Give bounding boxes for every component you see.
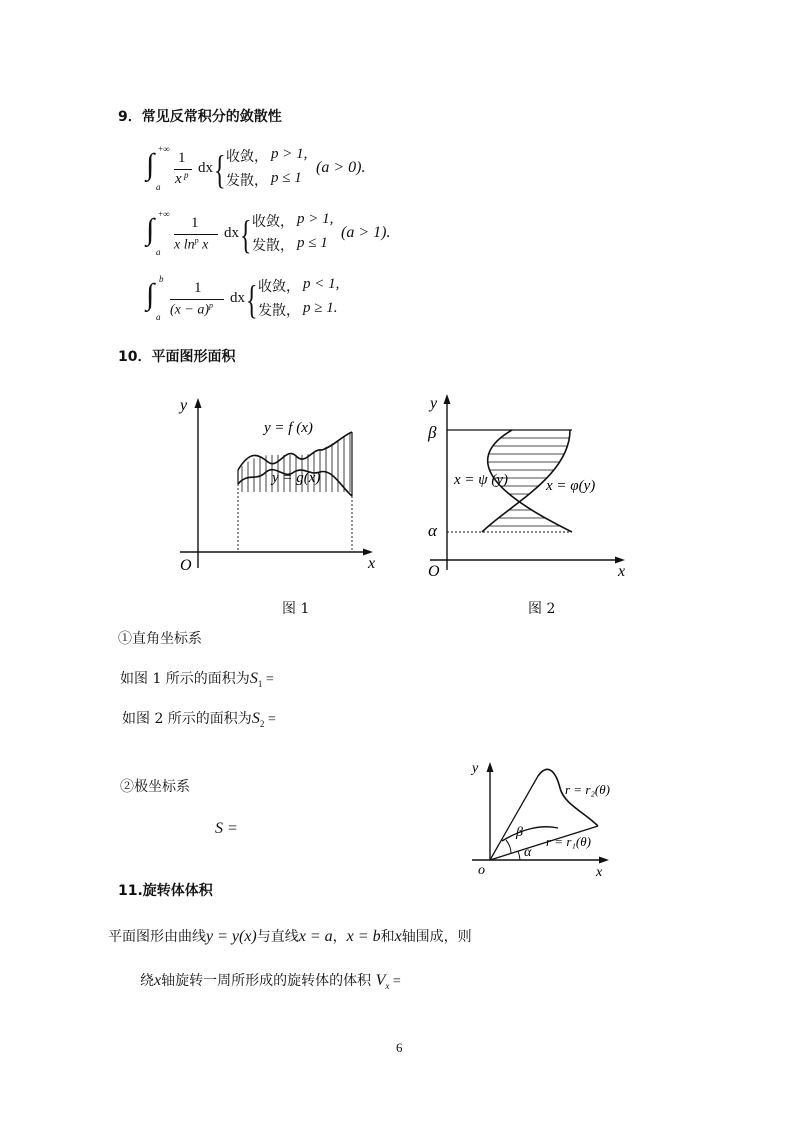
left-brace: {: [214, 147, 226, 192]
polar-coords-title: ②极坐标系: [120, 779, 190, 795]
origin-label: O: [428, 563, 440, 580]
exponent: p: [184, 170, 189, 180]
alpha-label: α: [428, 521, 437, 540]
parameter-condition: (a > 1).: [341, 224, 391, 241]
figure-2: [420, 386, 636, 582]
integral-2: [146, 207, 406, 261]
r2-label: r = r₂(θ): [565, 782, 610, 797]
psi-label: x = ψ (y): [454, 472, 508, 488]
area-1-line: 如图 1 所示的面积为$S_1$ =: [120, 670, 274, 689]
numerator: 1: [191, 215, 199, 231]
x-axis-label: x: [618, 563, 626, 580]
origin-label: o: [478, 863, 485, 878]
figure-1-caption: 图 1: [282, 601, 310, 617]
diverge-condition: p ≥ 1.: [303, 300, 338, 316]
figure-3: [462, 756, 618, 880]
diverge-condition: p ≤ 1: [297, 235, 328, 251]
converge-label: 收敛，: [258, 279, 300, 295]
curve-f: [238, 432, 352, 470]
rect-coords-title: ①直角坐标系: [118, 631, 202, 647]
diverge-label: 发散，: [252, 238, 294, 254]
origin-label: O: [180, 557, 192, 574]
page-number: 6: [396, 1040, 403, 1055]
y-axis-arrow-icon: [444, 394, 451, 404]
y-axis-label: y: [472, 761, 479, 776]
figure-2-caption: 图 2: [528, 601, 556, 617]
area-2-line: 如图 2 所示的面积为$S_2$ =: [122, 710, 276, 729]
integral-sign: ∫: [146, 213, 155, 246]
lower-limit: a: [156, 247, 161, 257]
converge-label: 收敛，: [226, 149, 268, 165]
dx: dx: [224, 225, 239, 241]
numerator: 1: [178, 150, 186, 166]
fraction-bar: [174, 169, 192, 170]
beta-label: β: [428, 423, 437, 442]
curve-r2: [538, 769, 598, 826]
y-axis-label: y: [180, 397, 188, 414]
left-brace: {: [246, 277, 258, 322]
x-axis-label: x: [596, 865, 603, 880]
x-axis-label: x: [368, 555, 376, 572]
beta-label: β: [516, 825, 523, 840]
rotation-line-2: 绕x轴旋转一周所形成的旋转体的体积 $V_x$ =: [140, 972, 401, 991]
denominator: x $\ln^p x$: [174, 236, 209, 253]
rotation-line-1: 平面图形由曲线y = y(x)与直线x = a，x = b和x轴围成，则: [108, 928, 472, 945]
numerator: 1: [194, 280, 202, 296]
y-axis-arrow-icon: [195, 398, 202, 408]
denominator: x: [175, 171, 182, 187]
converge-condition: p < 1,: [303, 276, 340, 292]
beta-arc: [506, 840, 511, 853]
section-10-title: 10．平面图形面积: [118, 349, 236, 365]
integral-sign: ∫: [146, 148, 155, 181]
lower-limit: a: [156, 182, 161, 192]
figure-1: [170, 392, 390, 584]
converge-condition: p > 1,: [271, 146, 308, 162]
fraction-bar: [170, 299, 224, 300]
left-brace: {: [240, 212, 252, 257]
integral-3: [146, 272, 366, 326]
phi-label: x = φ(y): [546, 478, 596, 494]
upper-limit: +∞: [158, 144, 170, 154]
alpha-label: α: [524, 845, 532, 860]
dx: dx: [198, 160, 213, 176]
lower-limit: a: [156, 312, 161, 322]
upper-limit: +∞: [158, 209, 170, 219]
integral-sign: ∫: [146, 278, 155, 311]
section-11-title: 11.旋转体体积: [118, 883, 213, 899]
section-9-title: 9．常见反常积分的敛散性: [118, 109, 282, 125]
dx: dx: [230, 290, 245, 306]
r1-label: r = r₁(θ): [546, 834, 591, 849]
y-axis-label: y: [430, 395, 438, 412]
g-label: y = g(x): [272, 470, 321, 486]
diverge-condition: p ≤ 1: [271, 170, 302, 186]
diverge-label: 发散，: [226, 173, 268, 189]
fraction-bar: [174, 234, 218, 235]
integral-1: [146, 142, 386, 194]
upper-limit: b: [159, 274, 164, 284]
f-label: y = f (x): [264, 420, 313, 436]
converge-label: 收敛，: [252, 214, 294, 230]
x-axis-arrow-icon: [599, 857, 609, 864]
denominator: $(x - a)^p$: [170, 301, 213, 318]
y-axis-arrow-icon: [487, 762, 494, 772]
parameter-condition: (a > 0).: [316, 159, 366, 176]
converge-condition: p > 1,: [297, 211, 334, 227]
alpha-arc: [518, 851, 520, 860]
diverge-label: 发散，: [258, 303, 300, 319]
polar-area-formula: S =: [215, 820, 238, 837]
